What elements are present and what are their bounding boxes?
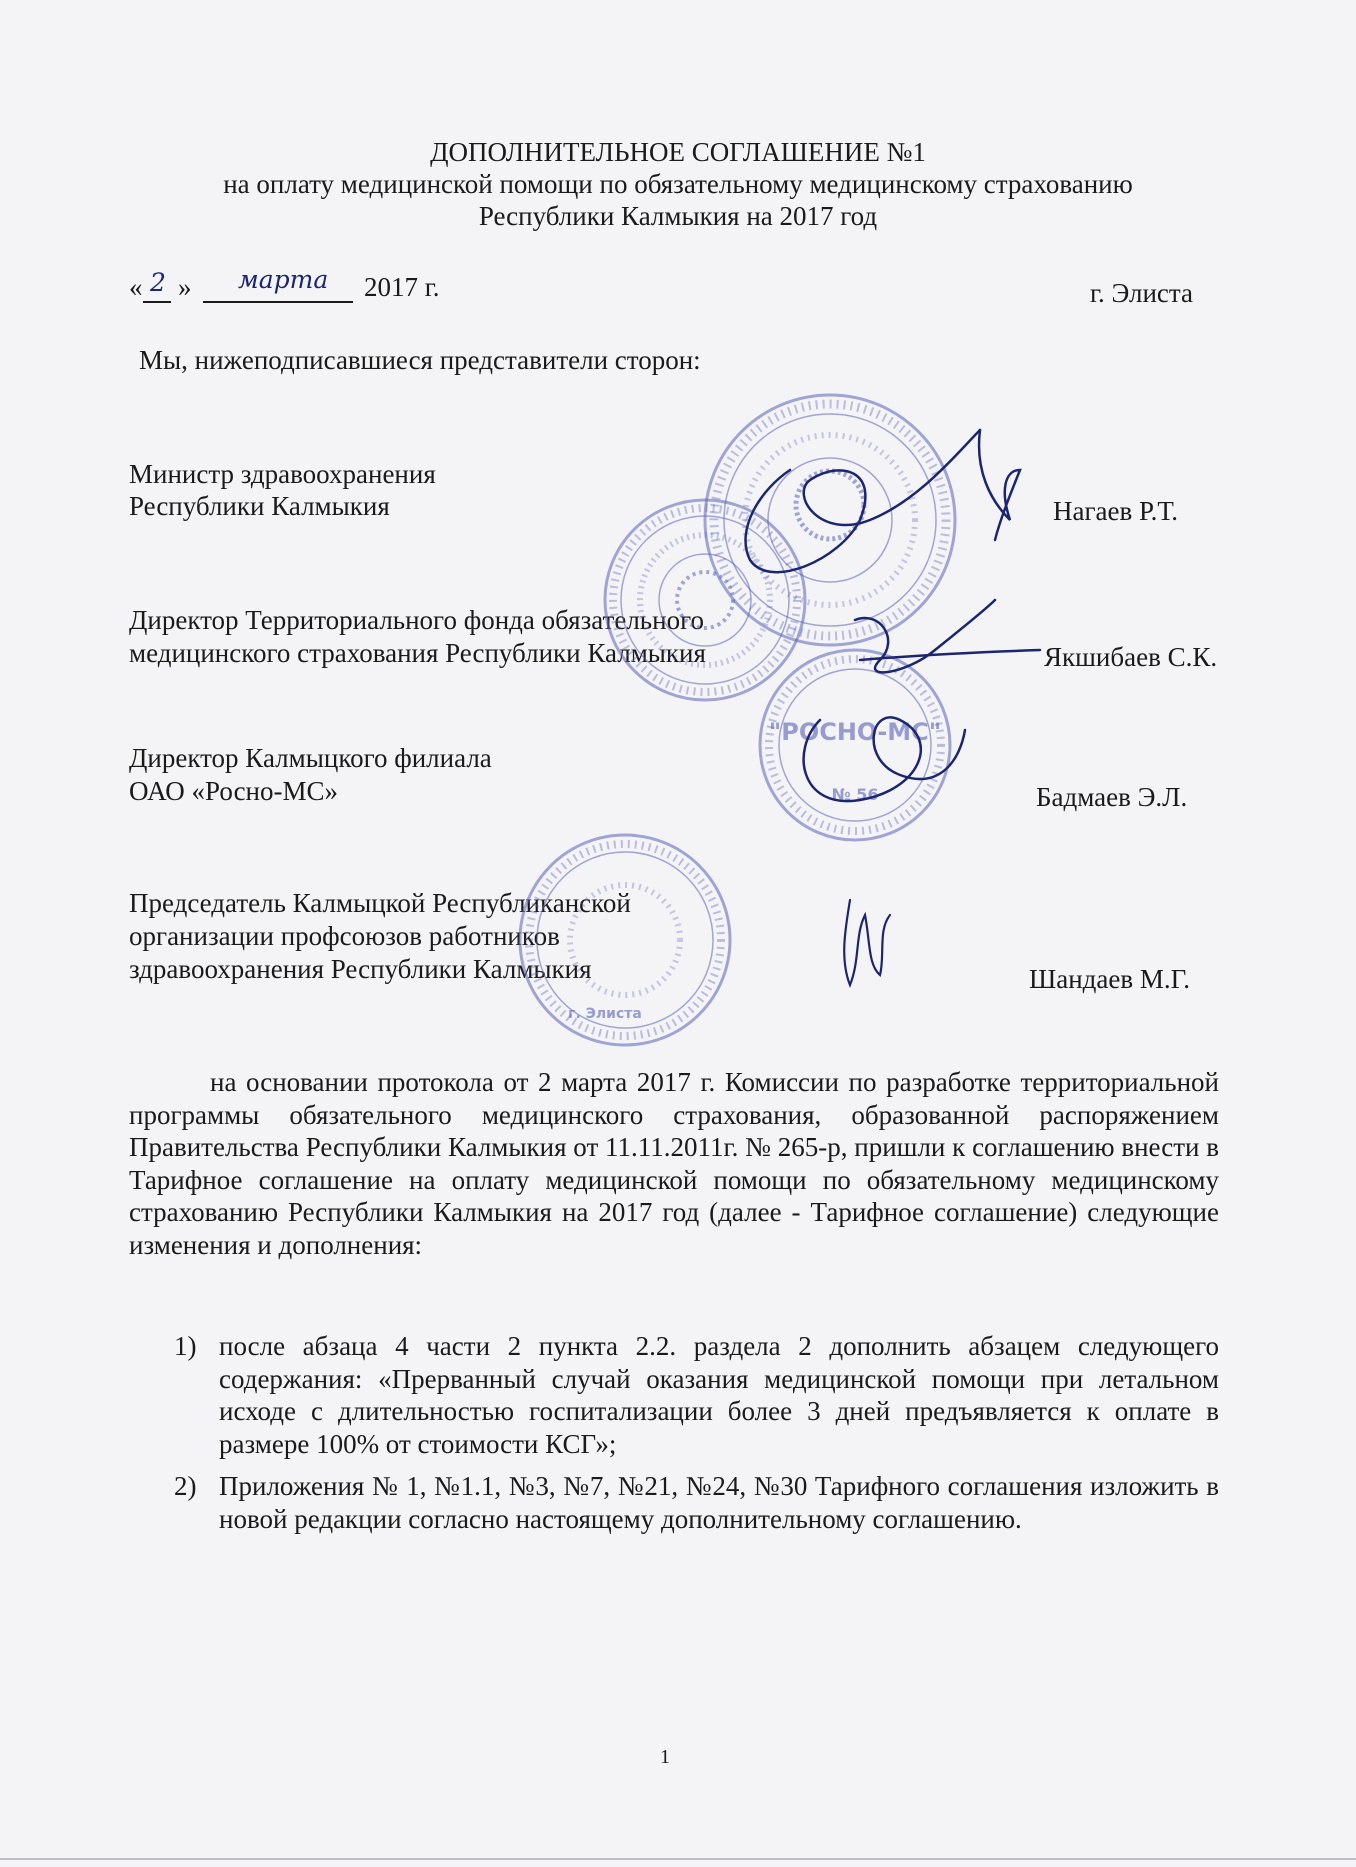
signature-nagaev bbox=[746, 430, 1020, 572]
rosno-stamp-number: № 56 bbox=[831, 785, 879, 804]
rosno-stamp-name: "РОСНО-МС" bbox=[768, 718, 942, 746]
date-year: 2017 г. bbox=[364, 272, 440, 302]
list-item-1-number: 1) bbox=[174, 1331, 197, 1361]
signatory-2-title-line2: медицинского страхования Республики Калмыкия bbox=[129, 638, 706, 668]
list-item-2-number: 2) bbox=[174, 1471, 197, 1501]
list-item-1-text: после абзаца 4 части 2 пункта 2.2. раздела 2 дополнить абзацем следующего содержания: «Прерванный случай оказания медицинской помощи при летальном исходе с длительностью госпитализации более 3 дней предъявляется к оплате в размере 100% от стоимости КСГ»; bbox=[219, 1331, 1219, 1459]
city: г. Элиста bbox=[1090, 278, 1194, 308]
page-number: 1 bbox=[660, 1746, 670, 1768]
doc-subtitle-line1: на оплату медицинской помощи по обязательному медицинскому страхованию bbox=[223, 169, 1133, 199]
signature-shandaev bbox=[844, 900, 890, 985]
body-paragraph: на основании протокола от 2 марта 2017 г. Комиссии по разработке территориальной программы обязательного медицинского страхования, образованной распоряжением Правительства Республики Калмыкия от 11.11.2011г. № 265-р, пришли к соглашению внести в Тарифное соглашение на оплату медицинской помощи по обязательному медицинскому страхованию Республики Калмыкия на 2017 год (далее - Тарифное соглашение) следующие изменения и дополнения: bbox=[129, 1067, 1219, 1260]
signatory-4-title-line1: Председатель Калмыцкой Республиканской bbox=[129, 888, 631, 918]
signatory-3-title-line1: Директор Калмыцкого филиала bbox=[129, 743, 492, 773]
signatory-3-name: Бадмаев Э.Л. bbox=[1036, 782, 1188, 812]
union-stamp-city: г. Элиста bbox=[568, 1006, 642, 1022]
date-close-quote: » bbox=[178, 272, 192, 302]
signatory-2-title-line1: Директор Территориального фонда обязательного bbox=[129, 605, 704, 635]
date-day-underline bbox=[143, 301, 171, 303]
signatory-1-title-line2: Республики Калмыкия bbox=[129, 491, 390, 521]
signatory-1-name: Нагаев Р.Т. bbox=[1053, 496, 1178, 526]
scan-bottom-edge bbox=[0, 1858, 1356, 1860]
signatory-2-name: Якшибаев С.К. bbox=[1044, 642, 1218, 672]
date-day: 2 bbox=[150, 268, 166, 297]
doc-subtitle-line2: Республики Калмыкия на 2017 год bbox=[478, 201, 878, 231]
signatory-4-name: Шандаев М.Г. bbox=[1029, 964, 1190, 994]
date-month-underline bbox=[203, 301, 353, 303]
date-month: марта bbox=[238, 265, 329, 294]
signatory-4-title-line2: организации профсоюзов работников bbox=[129, 921, 560, 951]
tfoms-stamp bbox=[705, 395, 955, 645]
list-item-2-text: Приложения № 1, №1.1, №3, №7, №21, №24, №30 Тарифного соглашения изложить в новой редакции согласно настоящему дополнительному соглашению. bbox=[219, 1471, 1219, 1534]
signatory-1-title-line1: Министр здравоохранения bbox=[129, 459, 436, 489]
signatory-4-title-line3: здравоохранения Республики Калмыкия bbox=[129, 954, 592, 984]
date-open-quote: « bbox=[129, 272, 143, 302]
rosno-stamp bbox=[760, 650, 950, 840]
intro-text: Мы, нижеподписавшиеся представители сторон: bbox=[139, 345, 701, 375]
doc-title: ДОПОЛНИТЕЛЬНОЕ СОГЛАШЕНИЕ №1 bbox=[430, 137, 926, 167]
signature-badmaev bbox=[804, 717, 965, 801]
signature-yakshibaev bbox=[855, 600, 1040, 672]
ministry-stamp bbox=[605, 500, 805, 700]
signatory-3-title-line2: ОАО «Росно-МС» bbox=[129, 776, 339, 806]
